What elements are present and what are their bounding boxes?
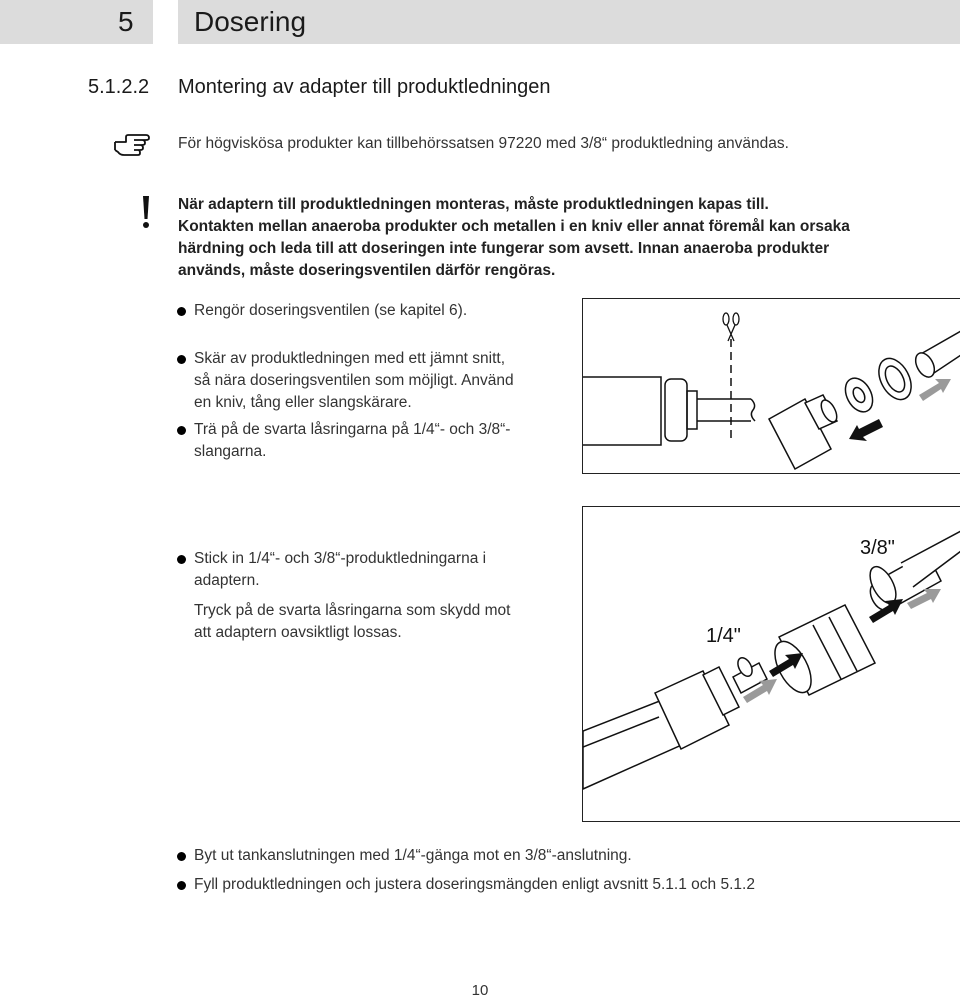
label-1-4-inch: 1/4"	[706, 625, 741, 647]
figure-insert-lines	[582, 506, 960, 822]
warning-line: härdning och leda till att doseringen inte fungerar som avsett. Innan anaeroba produkter	[178, 240, 830, 257]
arrow-grey-icon	[919, 379, 951, 401]
step-line: att adaptern oavsiktligt lossas.	[194, 624, 402, 641]
section-title: Montering av adapter till produktledningen	[178, 76, 551, 98]
warning-line: Kontakten mellan anaeroba produkter och metallen i en kniv eller annat föremål kan orsaka	[178, 218, 850, 235]
section-number: 5.1.2.2	[88, 76, 150, 98]
pointing-hand-icon	[112, 132, 152, 158]
figure-cut-line	[582, 298, 960, 474]
bullet-dot	[177, 852, 186, 861]
step-replace-connection	[177, 845, 632, 867]
step-press-rings	[194, 600, 510, 644]
step-line: Rengör doseringsventilen (se kapitel 6).	[194, 302, 468, 319]
warning-line: När adaptern till produktledningen monteras, måste produktledningen kapas till.	[178, 196, 769, 213]
bullet-dot	[177, 881, 186, 890]
warning-text	[178, 194, 918, 282]
step-clean-valve	[177, 300, 467, 322]
bullet-dot	[177, 307, 186, 316]
scissors-icon	[723, 313, 739, 341]
step-line: en kniv, tång eller slangskärare.	[194, 394, 412, 411]
chapter-number: 5	[118, 6, 134, 37]
bullet-dot	[177, 555, 186, 564]
step-line: Trä på de svarta låsringarna på 1/4“- och 3/8“-	[194, 421, 511, 438]
step-cut-line	[177, 348, 514, 414]
step-line: så nära doseringsventilen som möjligt. Använd	[194, 372, 514, 389]
exclamation-icon	[140, 195, 152, 229]
step-line: Tryck på de svarta låsringarna som skydd mot	[194, 602, 511, 619]
note-text: För högviskösa produkter kan tillbehörssatsen 97220 med 3/8“ produktledning användas.	[178, 135, 789, 152]
step-line: Byt ut tankanslutningen med 1/4“-gänga mot en 3/8“-anslutning.	[194, 847, 632, 864]
warning-line: används, måste doseringsventilen därför rengöras.	[178, 262, 556, 279]
step-line: adaptern.	[194, 572, 260, 589]
step-line: Skär av produktledningen med ett jämnt snitt,	[194, 350, 506, 367]
step-line: slangarna.	[194, 443, 267, 460]
label-3-8-inch: 3/8"	[860, 537, 895, 559]
bullet-dot	[177, 355, 186, 364]
step-thread-rings	[177, 419, 510, 463]
chapter-title: Dosering	[194, 6, 307, 37]
arrow-black-icon	[849, 419, 883, 441]
page-number: 10	[471, 982, 489, 999]
step-line: Stick in 1/4“- och 3/8“-produktledningarna i	[194, 550, 487, 567]
step-fill-line	[177, 874, 755, 896]
step-line: Fyll produktledningen och justera doseringsmängden enligt avsnitt 5.1.1 och 5.1.2	[194, 876, 755, 893]
step-insert-lines	[177, 548, 486, 592]
bullet-dot	[177, 426, 186, 435]
